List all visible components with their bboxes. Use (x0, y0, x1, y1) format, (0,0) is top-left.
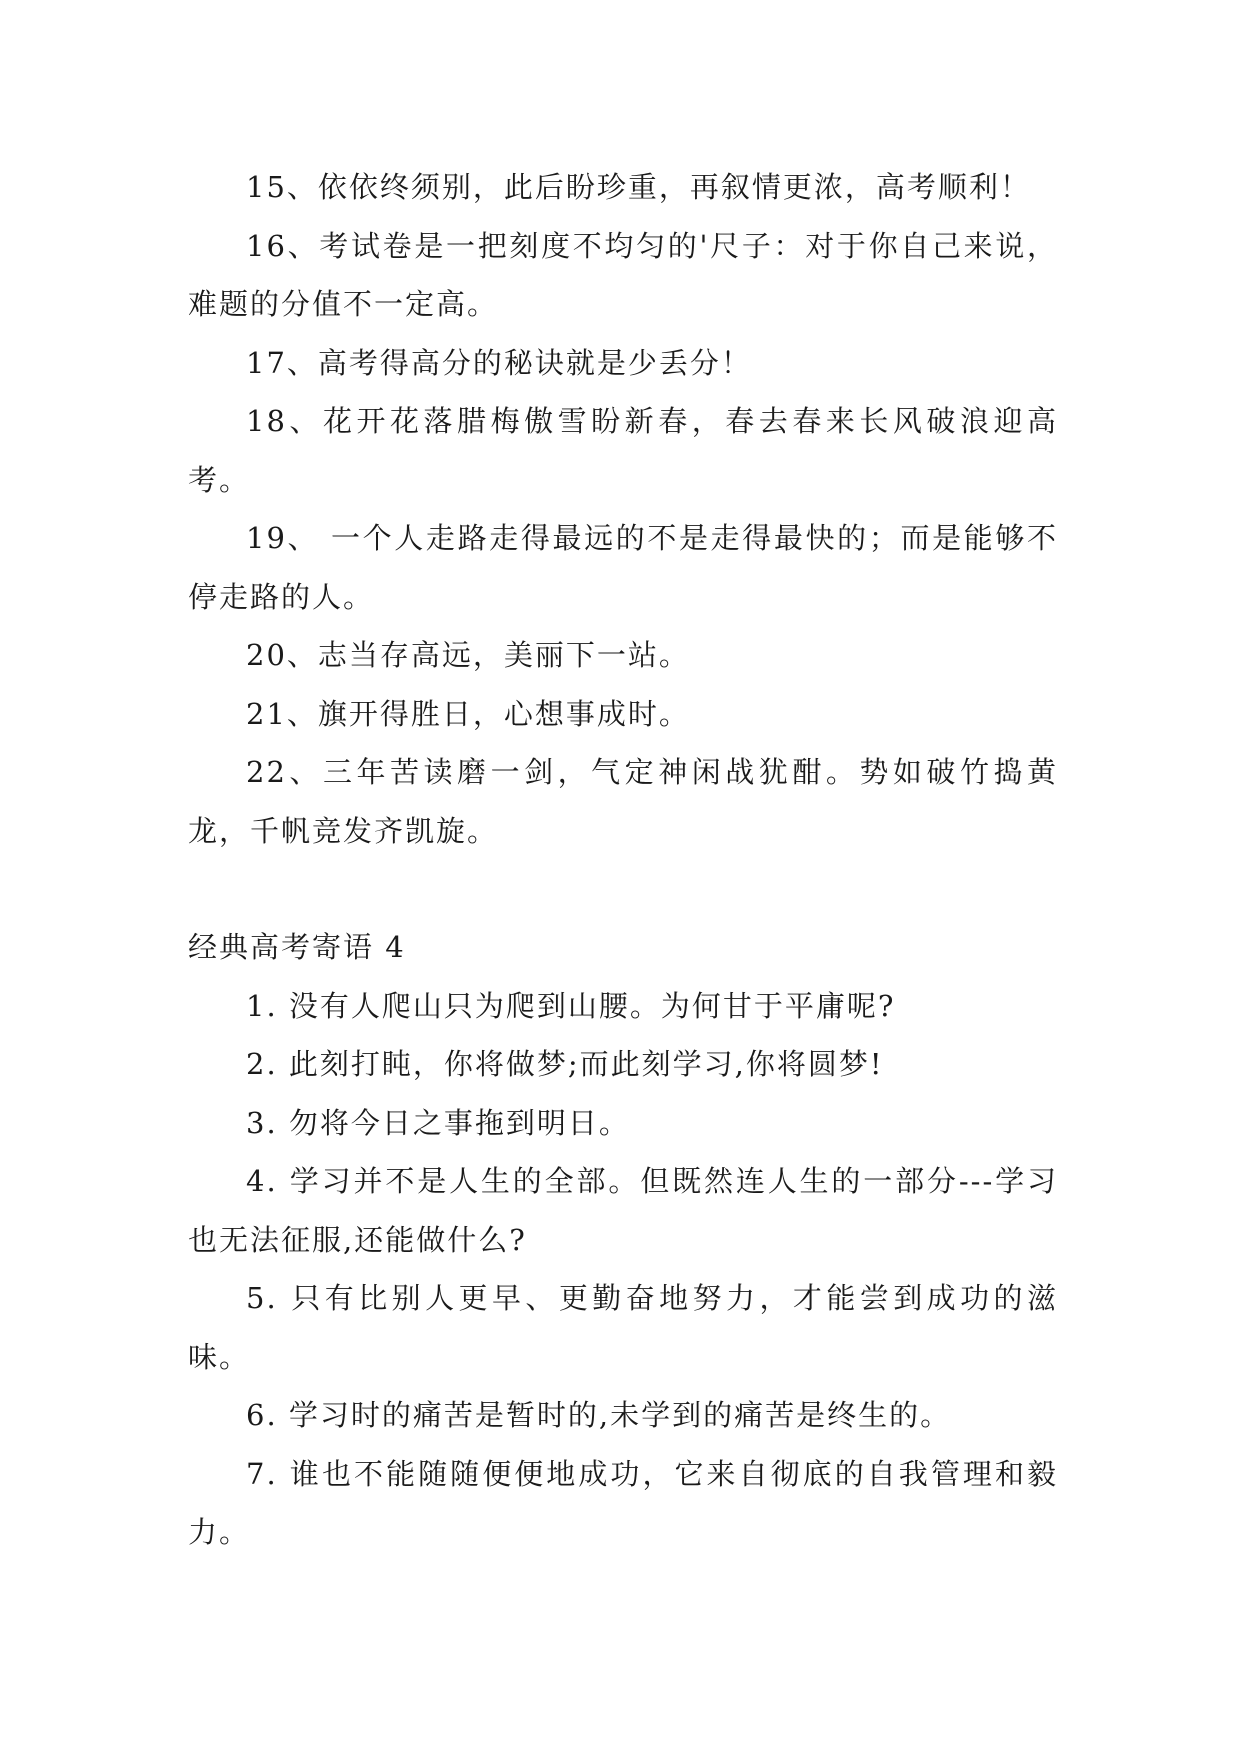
quote-list-continued (188, 158, 1058, 860)
list-item: 4. 学习并不是人生的全部。但既然连人生的一部分---学习也无法征服,还能做什么? (188, 1164, 1058, 1257)
list-item: 2. 此刻打盹，你将做梦;而此刻学习,你将圆梦! (246, 1047, 884, 1081)
list-item: 19、 一个人走路走得最远的不是走得最快的；而是能够不停走路的人。 (188, 521, 1058, 614)
list-item: 18、花开花落腊梅傲雪盼新春，春去春来长风破浪迎高考。 (188, 404, 1058, 497)
list-item: 7. 谁也不能随随便便地成功，它来自彻底的自我管理和毅力。 (188, 1456, 1058, 1549)
list-item: 6. 学习时的痛苦是暂时的,未学到的痛苦是终生的。 (246, 1398, 952, 1432)
list-item: 15、依依终须别，此后盼珍重，再叙情更浓，高考顺利！ (246, 170, 1031, 204)
list-item: 5. 只有比别人更早、更勤奋地努力，才能尝到成功的滋味。 (188, 1281, 1058, 1374)
list-item: 20、志当存高远，美丽下一站。 (246, 638, 690, 672)
list-item: 22、三年苦读磨一剑，气定神闲战犹酣。势如破竹捣黄龙，千帆竞发齐凯旋。 (188, 755, 1058, 848)
list-item: 17、高考得高分的秘诀就是少丢分！ (246, 345, 752, 380)
list-item: 16、考试卷是一把刻度不均匀的'尺子：对于你自己来说，难题的分值不一定高。 (188, 228, 1058, 321)
list-item: 21、旗开得胜日，心想事成时。 (246, 696, 690, 731)
list-item: 1. 没有人爬山只为爬到山腰。为何甘于平庸呢? (246, 988, 896, 1023)
list-item: 3. 勿将今日之事拖到明日。 (246, 1105, 630, 1140)
section-heading: 经典高考寄语 4 (188, 930, 406, 964)
quote-section-4 (188, 918, 1058, 1562)
